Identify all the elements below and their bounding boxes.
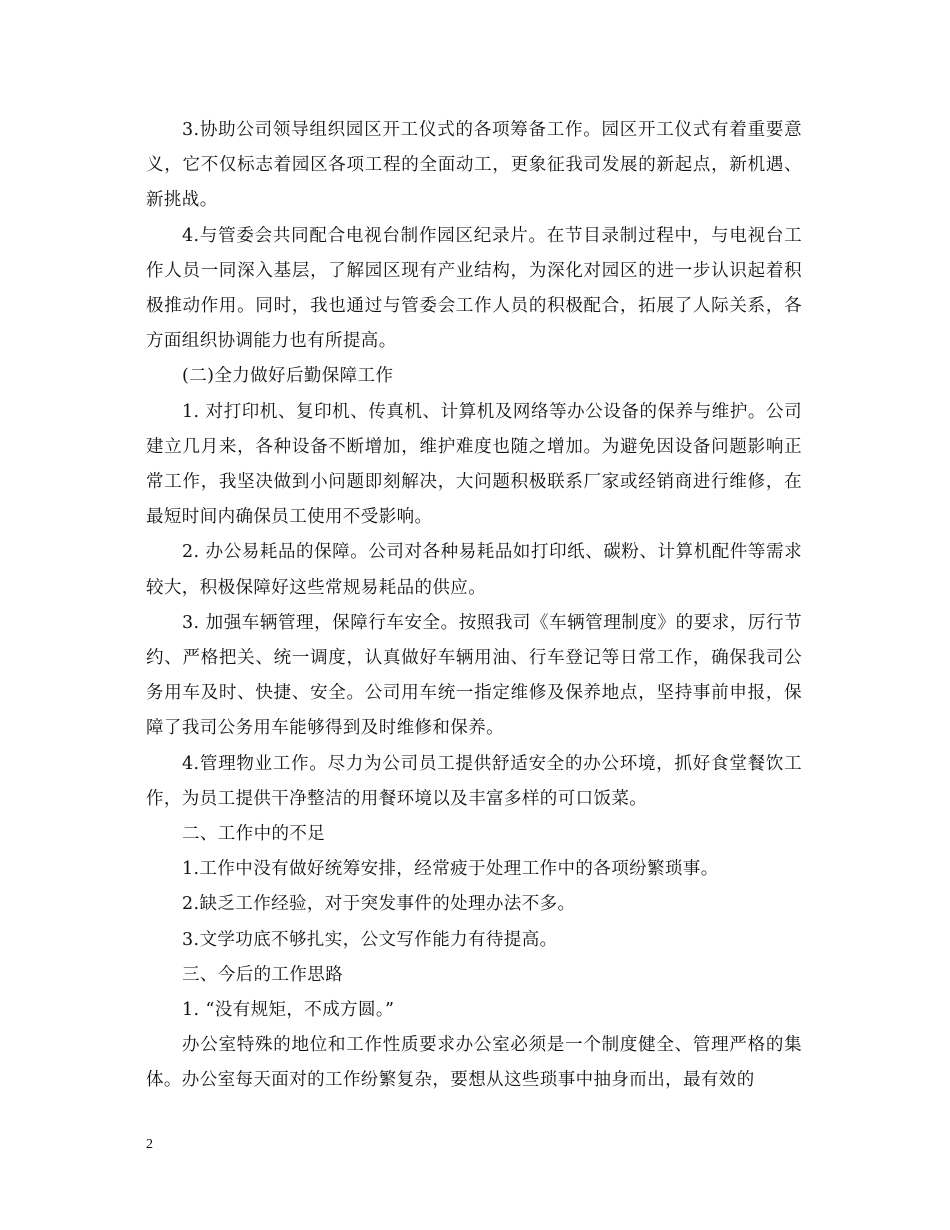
paragraph-item-4-documentary: 4.与管委会共同配合电视台制作园区纪录片。在节目录制过程中，与电视台工作人员一同深入基层，了解园区现有产业结构，为深化对园区的进一步认识起着积极推动作用。同时，我也通过与管委会工作人员的积极配合，拓展了人际关系，各方面组织协调能力也有所提高。 [146, 225, 802, 352]
section-heading-future-plans: 三、今后的工作思路 [182, 964, 344, 985]
paragraph-property-management: 4.管理物业工作。尽力为公司员工提供舒适安全的办公环境，抓好食堂餐饮工作，为员工提供干净整洁的用餐环境以及丰富多样的可口饭菜。 [146, 753, 802, 809]
paragraph-office-equipment: 1. 对打印机、复印机、传真机、计算机及网络等办公设备的保养与维护。公司建立几月来，各种设备不断增加，维护难度也随之增加。为避免因设备问题影响正常工作，我坚决做到小问题即刻解决，大问题积极联系厂家或经销商进行维修，在最短时间内确保员工使用不受影响。 [146, 401, 802, 528]
list-item-shortcoming-3: 3.文学功底不够扎实，公文写作能力有待提高。 [182, 929, 558, 950]
list-item-shortcoming-1: 1.工作中没有做好统筹安排，经常疲于处理工作中的各项纷繁琐事。 [182, 859, 719, 880]
paragraph-vehicle-management: 3. 加强车辆管理，保障行车安全。按照我司《车辆管理制度》的要求，厉行节约、严格把关、统一调度，认真做好车辆用油、行车登记等日常工作，确保我司公务用车及时、快捷、安全。公司用车统一指定维修及保养地点，坚持事前申报，保障了我司公务用车能够得到及时维修和保养。 [146, 612, 802, 739]
section-heading-logistics: (二)全力做好后勤保障工作 [182, 366, 394, 387]
paragraph-rules-quote: 1. “没有规矩，不成方圆。” [182, 1000, 395, 1021]
page-number: 2 [146, 1137, 153, 1152]
section-heading-shortcomings: 二、工作中的不足 [182, 824, 326, 845]
paragraph-item-3-opening-ceremony: 3.协助公司领导组织园区开工仪式的各项筹备工作。园区开工仪式有着重要意义，它不仅标志着园区各项工程的全面动工，更象征我司发展的新起点，新机遇、新挑战。 [146, 120, 802, 211]
paragraph-office-system: 办公室特殊的地位和工作性质要求办公室必须是一个制度健全、管理严格的集体。办公室每天面对的工作纷繁复杂，要想从这些琐事中抽身而出，最有效的 [146, 1035, 802, 1091]
list-item-shortcoming-2: 2.缺乏工作经验，对于突发事件的处理办法不多。 [182, 894, 576, 915]
paragraph-consumables: 2. 办公易耗品的保障。公司对各种易耗品如打印纸、碳粉、计算机配件等需求较大，积极保障好这些常规易耗品的供应。 [146, 542, 802, 598]
document-body [146, 113, 802, 1099]
